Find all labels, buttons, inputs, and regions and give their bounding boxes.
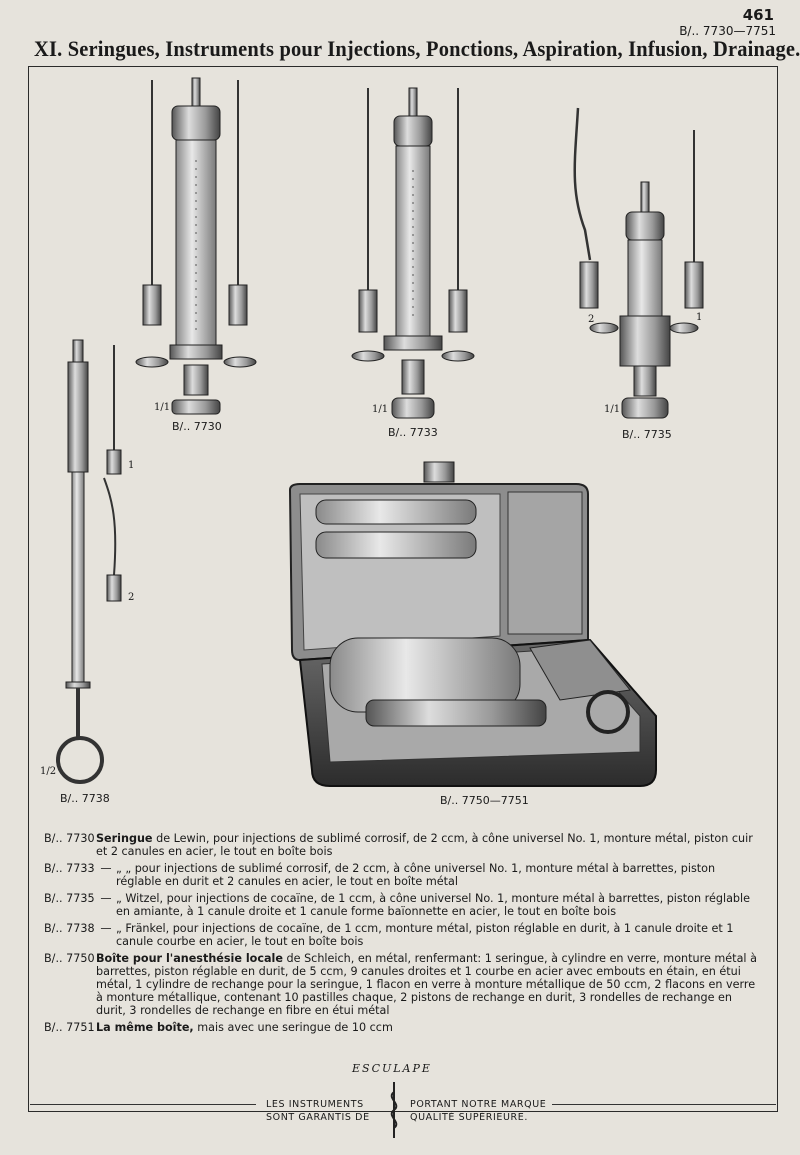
entry-7751 — [44, 1021, 759, 1034]
entry-lead: Seringue — [96, 832, 153, 845]
cannula-number-2-7738: 2 — [128, 592, 135, 603]
entry-text: „ „ pour injections de sublimé corrosif, de 2 ccm, à cône universel No. 1, monture métal à barrettes, piston réglable en durit et 2 canules en acier, le tout en boîte métal — [116, 862, 716, 888]
entry-text: de Schleich, en métal, renfermant: 1 seringue, à cylindre en verre, monture métal à barrettes, piston réglable en durit, de 5 ccm, 9 canules droites et 1 courbe en acier avec embouts en étain, en étui métal, 1 cylindre de rechange pour la seringue, 1 flacon en verre à monture métallique de 50 ccm, 2 flacons en verre à monture métallique, contenant 10 pastilles chaque, 2 pistons de rechange en durit, 3 rondelles de rechange en durit, 3 rondelles de rechange en fibre en étui métal — [96, 952, 757, 1017]
cannula-number-2-7735: 2 — [588, 314, 595, 325]
footer-left-line2: SONT GARANTIS DE — [266, 1112, 370, 1123]
figure-label-7730: B/.. 7730 — [172, 420, 222, 433]
entry-dash: — — [100, 862, 112, 875]
entry-lead: La même boîte, — [96, 1021, 194, 1034]
caduceus-icon — [384, 1080, 404, 1140]
footer-left-line1: LES INSTRUMENTS — [266, 1099, 364, 1110]
cannula-number-1-7735: 1 — [696, 312, 703, 323]
entry-7733 — [44, 862, 759, 888]
entry-dash: — — [100, 892, 112, 905]
entry-7738 — [44, 922, 759, 948]
footer-right-line2: QUALITÉ SUPÉRIEURE. — [410, 1112, 528, 1123]
scale-7738: 1/2 — [40, 766, 57, 777]
anesthesia-case-illustration — [290, 462, 656, 786]
entry-ref: B/.. 7733 — [44, 862, 95, 875]
entry-ref: B/.. 7738 — [44, 922, 95, 935]
figure-label-7735: B/.. 7735 — [622, 428, 672, 441]
syringe-7730-illustration — [136, 78, 256, 414]
figure-label-7738: B/.. 7738 — [60, 792, 110, 805]
entry-ref: B/.. 7735 — [44, 892, 95, 905]
entry-text: „ Witzel, pour injections de cocaïne, de 1 ccm, à cône universel No. 1, monture métal à barrettes, piston réglable en amiante, à 1 canule droite et 1 canule forme baïonnette en acier, le tout en boîte bois — [116, 892, 751, 918]
footer-right-line1: PORTANT NOTRE MARQUE — [410, 1099, 547, 1110]
section-title: XI. Seringues, Instruments pour Injections, Ponctions, Aspiration, Infusion, Drainage. — [34, 36, 800, 61]
entry-dash: — — [100, 922, 112, 935]
reference-range: B/.. 7730—7751 — [679, 24, 776, 38]
entry-text: de Lewin, pour injections de sublimé corrosif, de 2 ccm, à cône universel No. 1, monture métal, piston cuir et 2 canules en acier, le tout en boîte bois — [96, 832, 753, 858]
scale-7735: 1/1 — [604, 404, 621, 415]
figure-label-7733: B/.. 7733 — [388, 426, 438, 439]
entry-7750 — [44, 952, 759, 1017]
entry-ref: B/.. 7730 — [44, 832, 95, 845]
footer-rule-left — [30, 1104, 256, 1105]
syringe-7733-illustration — [352, 88, 474, 418]
entry-text: „ Fränkel, pour injections de cocaïne, de 1 ccm, monture métal, piston réglable en durit, à 1 canule droite et 1 canule courbe en acier, le tout en boîte bois — [116, 922, 734, 948]
scale-7730: 1/1 — [154, 402, 171, 413]
brand-mark: ESCULAPE — [352, 1062, 432, 1075]
entry-ref: B/.. 7751 — [44, 1021, 95, 1034]
syringe-7738-illustration — [58, 340, 121, 782]
cannula-number-1-7738: 1 — [128, 460, 135, 471]
figure-label-7750: B/.. 7750—7751 — [440, 794, 529, 807]
entry-lead: Boîte pour l'anesthésie locale — [96, 952, 283, 965]
syringe-7735-illustration — [575, 108, 703, 418]
scale-7733: 1/1 — [372, 404, 389, 415]
entry-7735 — [44, 892, 759, 918]
entry-text: mais avec une seringue de 10 ccm — [193, 1021, 393, 1034]
footer-guarantee-right — [410, 1098, 546, 1124]
entry-7730 — [44, 832, 759, 858]
footer-rule-right — [552, 1104, 776, 1105]
page-number: 461 — [742, 6, 774, 24]
entry-ref: B/.. 7750 — [44, 952, 95, 965]
catalog-entries — [44, 832, 759, 1038]
footer-guarantee-left — [266, 1098, 370, 1124]
